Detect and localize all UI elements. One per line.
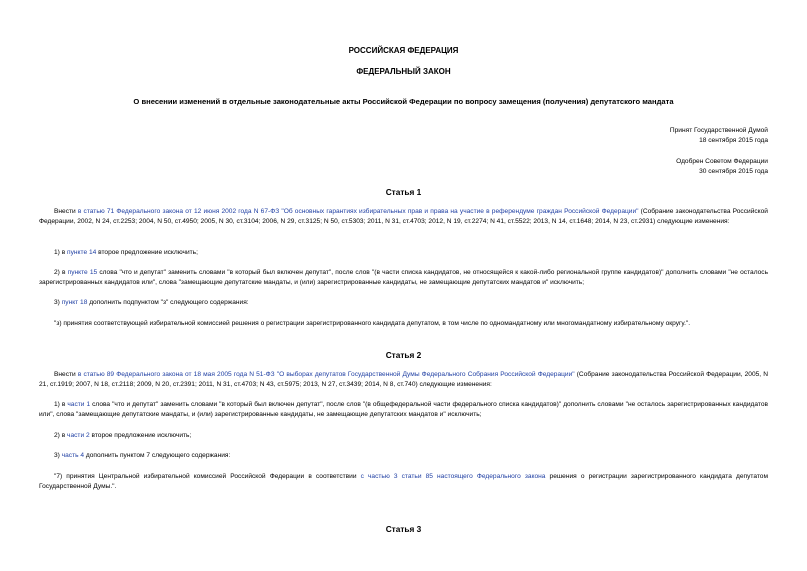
text: Внести [54,208,78,215]
article-2-title: Статья 2 [385,350,422,360]
law-type-heading: ФЕДЕРАЛЬНЫЙ ЗАКОН [356,67,451,76]
text: 1) в [54,249,68,256]
adoption-block [670,126,768,146]
article-1-intro-link[interactable]: в статью 71 Федерального закона от 12 июня 2002 года N 67-ФЗ "Об основных гарантиях избирательных прав и права на участие в референдуме граждан Российской Федерации" [77,208,639,215]
article-1-item-1-link[interactable]: пункте 14 [67,249,97,256]
text: 3) [54,299,62,306]
article-3-title: Статья 3 [385,524,422,534]
country-heading: РОССИЙСКАЯ ФЕДЕРАЦИЯ [348,46,459,55]
text: слова "что и депутат" заменить словами "в который был включен депутат", после слов "(в общефедеральной части федерального списка кандидатов)" дополнить словами "не осталось зарегистрированных кандидатов или", слова "замещающие депутатские мандаты, и (или) зарегистрированные кандидаты, не замещающие депутатских мандатов и" исключить; [39,401,769,419]
article-1-intro [39,207,768,228]
article-2-intro-link[interactable]: в статью 89 Федерального закона от 18 мая 2005 года N 51-ФЗ "О выборах депутатов Государственной Думы Федерального Собрания Российской Федерации" [77,371,575,378]
text: второе предложение исключить; [89,432,192,439]
text: дополнить подпунктом "з" следующего содержания: [87,299,249,306]
law-subject-title: О внесении изменений в отдельные законодательные акты Российской Федерации по вопросу замещения (получения) депутатского мандата [133,97,674,106]
text: "7) принятия Центральной избирательной комиссией Российской Федерации в соответствии [54,473,361,480]
text: (Собрание законодательства Российской Федерации, 2002, N 24, ст.2253; 2004, N 50, ст.4950; 2005, N 30, ст.3104; 2006, N 29, ст.3125; N 50, ст.5303; 2011, N 31, ст.4703; 2012, N 19, ст.2274; N 41, ст.5522; 2013, N 14, ст.1648; 2014, N 23, ст.2931) следующие изменения: [39,208,768,226]
text: 3) [54,452,62,459]
text: решения о регистрации зарегистрированного кандидата депутатом Государственной Думы.". [39,473,768,491]
text: 2) в [54,269,68,276]
text: второе предложение исключить; [96,249,198,256]
article-2-quote-link[interactable]: с частью 3 статьи 85 настоящего Федерального закона [360,473,546,480]
article-1-item-3 [39,298,768,308]
text: Внести [54,371,78,378]
article-2-item-1 [39,400,768,421]
article-2-item-2 [39,431,768,441]
text: дополнить пунктом 7 следующего содержания: [84,452,231,459]
article-2-intro [39,370,768,391]
adopted-date: 18 сентября 2015 года [699,137,768,144]
text: (Собрание законодательства Российской Федерации, 2005, N 21, ст.1919; 2007, N 18, ст.2118; 2009, N 20, ст.2391; 2011, N 31, ст.4703; N 43, ст.5975; 2013, N 27, ст.3439; 2014, N 8, ст.740) следующие изменения: [39,371,768,389]
text: 2) в [54,432,68,439]
article-1-title: Статья 1 [385,187,422,197]
article-1-item-2 [39,268,768,289]
article-2-item-1-link[interactable]: части 1 [67,401,91,408]
article-2-item-3-link[interactable]: часть 4 [61,452,85,459]
article-2-item-3 [39,451,768,461]
article-1-item-1 [39,248,768,258]
adopted-by: Принят Государственной Думой [669,127,768,134]
approved-by: Одобрен Советом Федерации [676,158,768,165]
text: слова "что и депутат" заменить словами "в который был включен депутат", после слов "(в части списка кандидатов, не относящейся к какой-либо региональной группе кандидатов)" дополнить словами "не осталось зарегистрированных кандидатов или", слова "замещающие депутатские мандаты, и (или) зарегистрированные кандидаты, не замещающие депутатских мандатов и" исключить; [39,269,769,287]
article-1-item-2-link[interactable]: пункте 15 [67,269,98,276]
approved-date: 30 сентября 2015 года [699,168,768,175]
approval-block [676,157,768,177]
article-2-item-2-link[interactable]: части 2 [67,432,90,439]
article-2-quote [39,472,768,493]
article-1-quote: "з) принятия соответствующей избирательной комиссией решения о регистрации зарегистрированного кандидата депутатом, в том числе по одномандатному или многомандатному избирательному округу.". [54,320,691,327]
article-1-item-3-link[interactable]: пункт 18 [61,299,88,306]
text: 1) в [54,401,68,408]
